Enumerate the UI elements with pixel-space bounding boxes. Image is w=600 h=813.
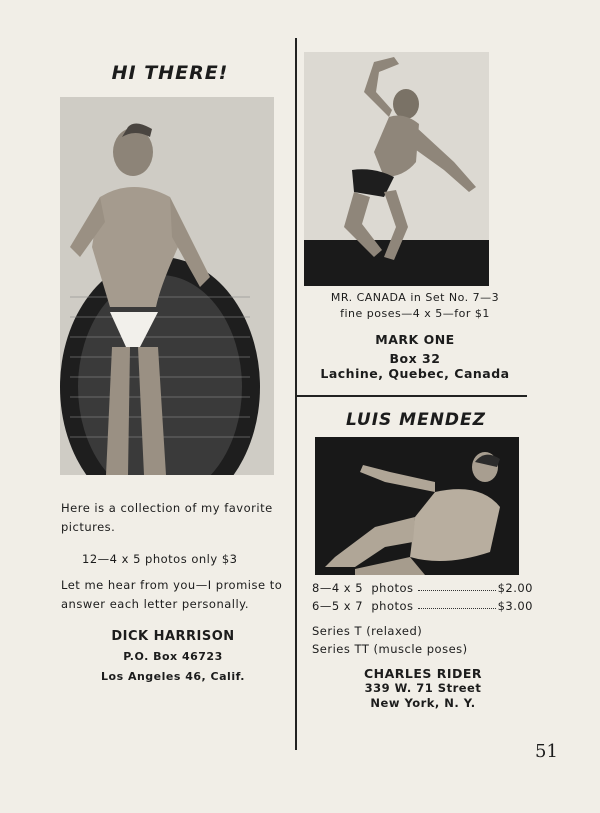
- dot-leader: [418, 599, 496, 609]
- left-ad-name: DICK HARRISON: [111, 629, 235, 644]
- page-number: 51: [535, 741, 558, 762]
- column-divider: [295, 38, 297, 750]
- dot-leader: [418, 581, 496, 591]
- price-row: [312, 599, 533, 613]
- bottom-right-ad-photo: [315, 437, 519, 575]
- bottom-right-ad-headline: LUIS MENDEZ: [345, 410, 486, 430]
- left-ad-description: Here is a collection of my favorite pictures.: [61, 501, 273, 534]
- left-ad-note: Let me hear from you—I promise to answer each letter personally.: [61, 578, 283, 611]
- price-item: 8—4 x 5 photos: [312, 581, 414, 595]
- bottom-right-ad-address2: New York, N. Y.: [370, 696, 476, 710]
- top-right-ad-name: MARK ONE: [375, 332, 455, 347]
- bottom-right-ad-series-2: Series TT (muscle poses): [312, 642, 468, 656]
- top-right-ad-caption-1: MR. CANADA in Set No. 7—3: [330, 291, 500, 304]
- price-value: $3.00: [497, 599, 533, 613]
- bottom-right-ad-address1: 339 W. 71 Street: [364, 681, 482, 695]
- top-right-ad-address2: Lachine, Quebec, Canada: [320, 366, 510, 381]
- left-ad-headline: HI THERE!: [111, 62, 229, 84]
- left-ad-photo: [60, 97, 274, 475]
- price-list: [312, 581, 533, 613]
- top-right-ad-caption-2: fine poses—4 x 5—for $1: [340, 307, 490, 320]
- price-row: [312, 581, 533, 595]
- bottom-right-ad-series-1: Series T (relaxed): [312, 624, 423, 638]
- top-right-ad-photo: [304, 52, 489, 286]
- left-ad-address2: Los Angeles 46, Calif.: [101, 670, 245, 683]
- price-item: 6—5 x 7 photos: [312, 599, 414, 613]
- left-ad-offer: 12—4 x 5 photos only $3: [82, 552, 238, 566]
- bottom-right-ad-name: CHARLES RIDER: [363, 666, 483, 681]
- left-ad-address1: P.O. Box 46723: [123, 650, 223, 663]
- top-right-ad-address1: Box 32: [389, 351, 441, 366]
- price-value: $2.00: [497, 581, 533, 595]
- ad-divider: [297, 395, 527, 397]
